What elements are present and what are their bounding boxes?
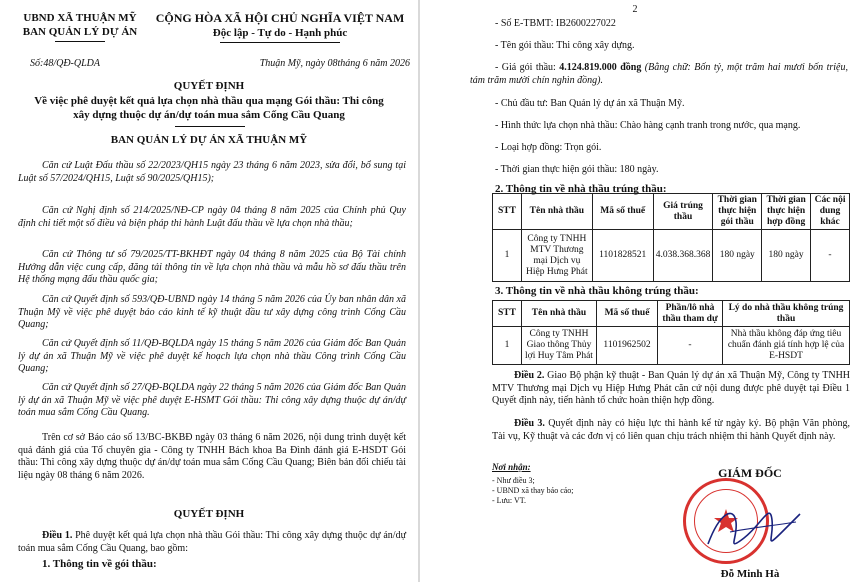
recipient-3: - Lưu: VT. bbox=[492, 496, 527, 505]
loser-th-name: Tên nhà thầu bbox=[522, 301, 597, 327]
winner-td-package-time: 180 ngày bbox=[713, 230, 762, 282]
basis-decision-27: Căn cứ Quyết định số 27/QĐ-BQLDA ngày 22 tháng 5 năm 2026 của Giám đốc Ban Quản lý dự án xã Thuận Mỹ về việc phê duyệt E-HSMT Gói thầu: Thi công xây dựng thuộc dự án/dự toán mua sắm Cống Cầu Quang. bbox=[18, 382, 406, 418]
table-row bbox=[493, 327, 850, 365]
package-contract: - Loại hợp đồng: Trọn gói. bbox=[495, 142, 602, 153]
winner-th-name: Tên nhà thầu bbox=[521, 194, 592, 230]
header-org2: BAN QUẢN LÝ DỰ ÁN bbox=[22, 26, 138, 38]
section-3-title: 3. Thông tin về nhà thầu không trúng thầu: bbox=[495, 285, 699, 297]
basis-report: Trên cơ sở Báo cáo số 13/BC-BKBĐ ngày 03 tháng 6 năm 2026, nội dung trình duyệt kết quả đánh giá của Tổ chuyên gia - Công ty TNHH Bách khoa Ba Đình đánh giá E-HSDT Gói thầu: Thi công xây dựng thuộc dự án/dự toán mua sắm Cống Cầu Quang; Biên bản đối chiếu tài liệu ngày 08 tháng 6 năm 2026. bbox=[18, 432, 406, 481]
signature-role: GIÁM ĐỐC bbox=[718, 466, 782, 480]
issuer: BAN QUẢN LÝ DỰ ÁN XÃ THUẬN MỸ bbox=[110, 134, 308, 146]
page-1 bbox=[0, 0, 418, 582]
winner-th-stt: STT bbox=[493, 194, 522, 230]
article-3 bbox=[492, 418, 850, 443]
package-tbmt: - Số E-TBMT: IB2600227022 bbox=[495, 18, 616, 29]
winner-table-header bbox=[493, 194, 850, 230]
winner-th-package-time: Thời gian thực hiện gói thầu bbox=[713, 194, 762, 230]
winner-td-price: 4.038.368.368 bbox=[653, 230, 713, 282]
header-org1: UBND XÃ THUẬN MỸ bbox=[23, 12, 137, 24]
header-rule-left bbox=[55, 41, 105, 42]
loser-th-tax: Mã số thuế bbox=[597, 301, 658, 327]
header-country: CỘNG HÒA XÃ HỘI CHỦ NGHĨA VIỆT NAM bbox=[155, 11, 405, 25]
winner-td-contract-time: 180 ngày bbox=[762, 230, 811, 282]
title-sub-2: xây dựng thuộc dự án/dự toán mua sắm Cống Cầu Quang bbox=[73, 109, 345, 121]
package-price-value: 4.124.819.000 đồng bbox=[559, 62, 642, 73]
recipients-title: Nơi nhận: bbox=[492, 462, 531, 472]
loser-th-stt: STT bbox=[493, 301, 522, 327]
article-3-text: Quyết định này có hiệu lực thi hành kể từ ngày ký. Bộ phận Văn phòng, Tài vụ, Kỹ thuật và các đơn vị có liên quan chịu trách nhiệm thi hành Quyết định này. bbox=[492, 418, 850, 442]
loser-td-lot: - bbox=[658, 327, 723, 365]
package-owner: - Chủ đầu tư: Ban Quản lý dự án xã Thuận Mỹ. bbox=[495, 98, 685, 109]
title-main: QUYẾT ĐỊNH bbox=[173, 80, 245, 92]
article-3-label: Điều 3. bbox=[514, 418, 545, 429]
article-1 bbox=[18, 530, 406, 555]
basis-decision-11: Căn cứ Quyết định số 11/QĐ-BQLDA ngày 15 tháng 5 năm 2026 của Giám đốc Ban Quản lý dự án xã Thuận Mỹ về việc phê duyệt kế hoạch lựa chọn nhà thầu Công trình Cống Cầu Quang; bbox=[18, 338, 406, 374]
loser-th-lot: Phần/lô nhà thầu tham dự bbox=[658, 301, 723, 327]
package-duration: - Thời gian thực hiện gói thầu: 180 ngày. bbox=[495, 164, 659, 175]
article-2 bbox=[492, 370, 850, 408]
recipient-1: - Như điều 3; bbox=[492, 476, 535, 485]
title-sub-1: Về việc phê duyệt kết quả lựa chọn nhà thầu qua mạng Gói thầu: Thi công bbox=[34, 95, 384, 107]
table-row bbox=[493, 230, 850, 282]
basis-decision-593: Căn cứ Quyết định số 593/QĐ-UBND ngày 14 tháng 5 năm 2026 của Ủy ban nhân dân xã Thuận Mỹ về việc phê duyệt báo cáo kinh tế kỹ thuật đầu tư xây dựng công trình Cống Cầu Quang; bbox=[18, 294, 406, 330]
basis-decree: Căn cứ Nghị định số 214/2025/NĐ-CP ngày 04 tháng 8 năm 2025 của Chính phủ Quy định chi tiết một số điều và biện pháp thi hành Luật đấu thầu về lựa chọn nhà thầu; bbox=[18, 205, 406, 229]
basis-law: Căn cứ Luật Đấu thầu số 22/2023/QH15 ngày 23 tháng 6 năm 2023, sửa đổi, bổ sung tại Luật số 57/2024/QH15, Luật số 90/2025/QH15); bbox=[18, 160, 406, 184]
winner-td-name: Công ty TNHH MTV Thương mại Dịch vụ Hiệp Hưng Phát bbox=[521, 230, 592, 282]
article-1-text: Phê duyệt kết quả lựa chọn nhà thầu Gói thầu: Thi công xây dựng thuộc dự án/dự toán mua sắm Cống Cầu Quang, bao gồm: bbox=[18, 530, 406, 554]
loser-td-name: Công ty TNHH Giao thông Thủy lợi Huy Tâm Phát bbox=[522, 327, 597, 365]
loser-table bbox=[492, 300, 850, 365]
title-rule bbox=[175, 126, 245, 127]
header-motto: Độc lập - Tự do - Hạnh phúc bbox=[212, 27, 348, 39]
place-date: Thuận Mỹ, ngày 08tháng 6 năm 2026 bbox=[259, 58, 410, 69]
package-price-words: (Bằng chữ: Bốn tỷ, một trăm hai mươi bốn triệu, tám trăm mười chín nghìn đồng). bbox=[470, 62, 849, 86]
decision-heading: QUYẾT ĐỊNH bbox=[173, 508, 245, 520]
loser-td-stt: 1 bbox=[493, 327, 522, 365]
winner-th-tax: Mã số thuế bbox=[592, 194, 653, 230]
loser-th-reason: Lý do nhà thầu không trúng thầu bbox=[723, 301, 850, 327]
winner-td-other: - bbox=[811, 230, 850, 282]
package-price bbox=[470, 62, 848, 87]
header-rule-right bbox=[220, 42, 340, 43]
page-number: 2 bbox=[632, 4, 638, 15]
signer-name: Đỗ Minh Hà bbox=[720, 568, 780, 580]
loser-table-header bbox=[493, 301, 850, 327]
recipient-2: - UBND xã thay báo cáo; bbox=[492, 486, 574, 495]
package-name: - Tên gói thầu: Thi công xây dựng. bbox=[495, 40, 635, 51]
winner-td-stt: 1 bbox=[493, 230, 522, 282]
section-1-title: 1. Thông tin về gói thầu: bbox=[42, 558, 157, 570]
doc-number: Số:48/QĐ-QLDA bbox=[30, 58, 100, 69]
loser-td-tax: 1101962502 bbox=[597, 327, 658, 365]
package-method: - Hình thức lựa chọn nhà thầu: Chào hàng cạnh tranh trong nước, qua mạng. bbox=[495, 120, 801, 131]
article-2-text: Giao Bộ phận kỹ thuật - Ban Quản lý dự án xã Thuận Mỹ, Công ty TNHH MTV Thương mại Dịch vụ Hiệp Hưng Phát căn cứ nội dung được phê duyệt tại Điều 1 Quyết định này, tiến hành tổ chức hoàn thiện hợp đồng. bbox=[492, 370, 851, 406]
basis-circular: Căn cứ Thông tư số 79/2025/TT-BKHĐT ngày 04 tháng 8 năm 2025 của Bộ Tài chính Hướng dẫn việc cung cấp, đăng tải thông tin về lựa chọn nhà thầu và mẫu hồ sơ đấu thầu trên Hệ thống mạng đấu thầu quốc gia; bbox=[18, 249, 406, 285]
signature-scribble bbox=[700, 492, 810, 562]
winner-th-price: Giá trúng thầu bbox=[653, 194, 713, 230]
package-price-label: - Giá gói thầu: bbox=[495, 62, 560, 73]
article-1-label: Điều 1. bbox=[42, 530, 73, 541]
winner-th-contract-time: Thời gian thực hiện hợp đồng bbox=[762, 194, 811, 230]
loser-td-reason: Nhà thầu không đáp ứng tiêu chuẩn đánh giá tính hợp lệ của E-HSDT bbox=[723, 327, 850, 365]
winner-table bbox=[492, 193, 850, 282]
section-2-title: 2. Thông tin về nhà thầu trúng thầu: bbox=[495, 183, 667, 195]
article-2-label: Điều 2. bbox=[514, 370, 545, 381]
winner-td-tax: 1101828521 bbox=[592, 230, 653, 282]
winner-th-other: Các nội dung khác bbox=[811, 194, 850, 230]
